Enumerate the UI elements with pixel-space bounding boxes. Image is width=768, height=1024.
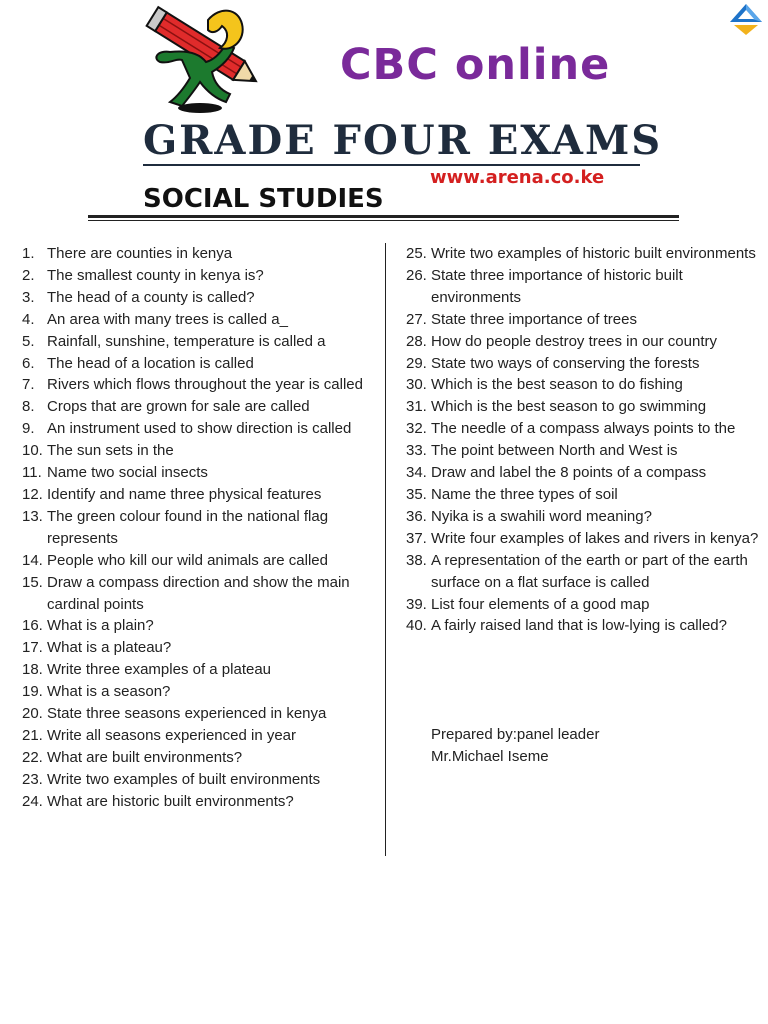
question-number: 23. [22, 770, 43, 788]
question-text: Identify and name three physical features [47, 485, 322, 503]
column-divider [385, 243, 386, 856]
question-item [406, 550, 762, 594]
question-text: What is a plain? [47, 617, 154, 635]
question-item [22, 550, 374, 572]
question-number: 18. [22, 661, 43, 679]
question-item [406, 396, 762, 418]
pyramid-logo-icon [726, 2, 766, 36]
question-item [22, 615, 374, 637]
question-item [22, 331, 374, 353]
question-number: 11. [22, 464, 42, 482]
question-item [406, 506, 762, 528]
question-item [22, 725, 374, 747]
question-text: The point between North and West is [431, 442, 678, 460]
question-item [406, 484, 762, 506]
question-item [22, 572, 374, 616]
question-item [22, 681, 374, 703]
question-number: 30. [406, 376, 427, 394]
question-text: An area with many trees is called a_ [47, 310, 288, 328]
question-number: 7. [22, 376, 35, 394]
question-number: 13. [22, 507, 43, 525]
question-number: 33. [406, 442, 427, 460]
question-number: 6. [22, 354, 35, 372]
question-text: Draw a compass direction and show the main cardinal points [47, 573, 350, 613]
question-item [406, 243, 762, 265]
question-item [22, 309, 374, 331]
question-item [406, 265, 762, 309]
question-item [406, 331, 762, 353]
title-underline [143, 164, 640, 166]
question-number: 37. [406, 529, 427, 547]
question-item [406, 440, 762, 462]
subject-title: SOCIAL STUDIES [143, 184, 384, 214]
question-item [406, 462, 762, 484]
question-item [22, 418, 374, 440]
question-number: 4. [22, 310, 35, 328]
question-item [406, 309, 762, 331]
question-text: The head of a county is called? [47, 288, 255, 306]
question-item [406, 353, 762, 375]
question-item [406, 528, 762, 550]
question-number: 34. [406, 464, 427, 482]
question-list-left [22, 243, 374, 813]
question-number: 14. [22, 551, 43, 569]
question-number: 16. [22, 617, 43, 635]
question-text: List four elements of a good map [431, 595, 650, 613]
question-number: 26. [406, 266, 427, 284]
question-text: Nyika is a swahili word meaning? [431, 507, 652, 525]
question-number: 36. [406, 507, 427, 525]
question-number: 5. [22, 332, 35, 350]
question-text: Name the three types of soil [431, 485, 618, 503]
pencil-mascot-logo-icon [130, 2, 265, 120]
question-number: 12. [22, 485, 43, 503]
question-number: 17. [22, 639, 43, 657]
question-text: State two ways of conserving the forests [431, 354, 700, 372]
question-number: 39. [406, 595, 427, 613]
question-number: 21. [22, 726, 43, 744]
question-text: There are counties in kenya [47, 245, 233, 262]
question-text: State three importance of historic built environments [431, 266, 683, 306]
prepared-by-block [431, 724, 599, 768]
question-text: A representation of the earth or part of the earth surface on a flat surface is called [431, 551, 748, 591]
question-item [22, 747, 374, 769]
question-text: The needle of a compass always points to the [431, 420, 736, 438]
question-text: What are built environments? [47, 748, 243, 766]
question-text: Write two examples of historic built environments [431, 245, 756, 262]
question-text: Which is the best season to go swimming [431, 398, 707, 416]
question-number: 35. [406, 485, 427, 503]
question-number: 19. [22, 683, 43, 701]
question-text: State three seasons experienced in kenya [47, 705, 327, 723]
question-text: Write two examples of built environments [47, 770, 321, 788]
question-text: Write all seasons experienced in year [47, 726, 297, 744]
question-text: State three importance of trees [431, 310, 637, 328]
question-item [22, 353, 374, 375]
question-number: 38. [406, 551, 427, 569]
question-item [22, 484, 374, 506]
question-item [22, 374, 374, 396]
question-item [22, 440, 374, 462]
header-divider [88, 215, 679, 221]
question-text: What are historic built environments? [47, 792, 294, 810]
question-text: The head of a location is called [47, 354, 254, 372]
question-text: An instrument used to show direction is called [47, 420, 352, 438]
prepared-by-text: Prepared by:panel leader [431, 726, 600, 743]
question-item [22, 265, 374, 287]
question-item [22, 396, 374, 418]
exam-title: GRADE FOUR EXAMS [143, 117, 663, 164]
question-text: Draw and label the 8 points of a compass [431, 464, 707, 482]
question-item [22, 506, 374, 550]
author-name: Mr.Michael Iseme [431, 747, 549, 765]
question-number: 29. [406, 354, 427, 372]
question-text: The smallest county in kenya is? [47, 266, 264, 284]
question-number: 28. [406, 332, 427, 350]
question-text: Rivers which flows throughout the year is called [47, 376, 363, 394]
question-text: The green colour found in the national flag represents [47, 507, 329, 547]
question-number: 3. [22, 288, 35, 306]
site-url[interactable]: www.arena.co.ke [430, 167, 605, 188]
question-text: Name two social insects [47, 464, 208, 482]
question-number: 20. [22, 705, 43, 723]
question-text: Rainfall, sunshine, temperature is called a [47, 332, 326, 350]
question-item [22, 791, 374, 813]
question-text: Crops that are grown for sale are called [47, 398, 310, 416]
question-number: 2. [22, 266, 35, 284]
question-number: 31. [406, 398, 427, 416]
question-list-right [406, 243, 762, 637]
question-item [22, 703, 374, 725]
question-text: The sun sets in the [47, 442, 174, 460]
question-text: What is a season? [47, 683, 171, 701]
question-text: A fairly raised land that is low-lying is called? [431, 617, 727, 635]
question-text: Write three examples of a plateau [47, 661, 272, 679]
question-text: How do people destroy trees in our country [431, 332, 717, 350]
question-text: People who kill our wild animals are called [47, 551, 328, 569]
question-item [22, 243, 374, 265]
question-number: 24. [22, 792, 43, 810]
question-item [22, 769, 374, 791]
question-item [22, 637, 374, 659]
question-number: 9. [22, 420, 35, 438]
question-item [406, 374, 762, 396]
question-item [406, 615, 762, 637]
question-text: Write four examples of lakes and rivers in kenya? [431, 529, 759, 547]
question-item [22, 287, 374, 309]
question-number: 32. [406, 420, 427, 438]
question-number: 22. [22, 748, 43, 766]
question-item [22, 462, 374, 484]
question-item [406, 418, 762, 440]
question-text: What is a plateau? [47, 639, 172, 657]
question-number: 8. [22, 398, 35, 416]
question-item [406, 594, 762, 616]
question-number: 10. [22, 442, 43, 460]
question-text: Which is the best season to do fishing [431, 376, 683, 394]
brand-name: CBC online [340, 40, 611, 90]
question-item [22, 659, 374, 681]
question-number: 25. [406, 245, 427, 262]
question-number: 15. [22, 573, 43, 591]
question-number: 1. [22, 245, 35, 262]
question-number: 40. [406, 617, 427, 635]
question-number: 27. [406, 310, 427, 328]
